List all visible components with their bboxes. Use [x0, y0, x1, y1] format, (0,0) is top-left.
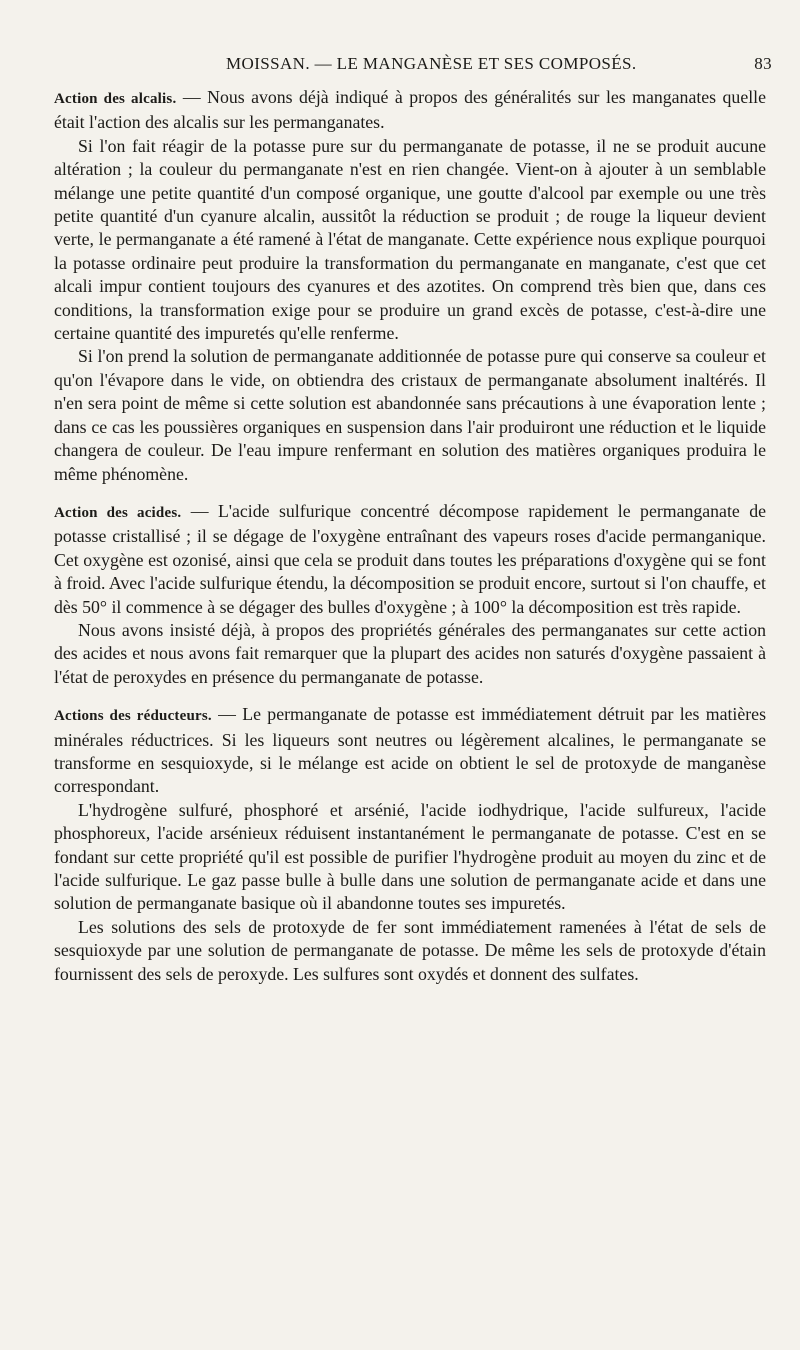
- paragraph: L'hydrogène sulfuré, phosphoré et arsénié, l'acide iodhydrique, l'acide sulfureux, l'acide phosphoreux, l'acide arsénieux réduisent instantanément le permanganate de potasse. C'est en se fondant sur cette propriété qu'il est possible de purifier l'hydrogène produit au moyen du zinc et de l'acide sulfurique. Le gaz passe bulle à bulle dans une solution de permanganate acide et dans une solution de permanganate basique où il abandonne toutes ses impuretés.: [54, 799, 766, 914]
- paragraph-text: — Le permanganate de potasse est immédiatement détruit par les matières minérales réductrices. Si les liqueurs sont neutres ou légèrement alcalines, le permanganate se transforme en sesquioxyde, si le mélange est acide on obtient le sel de protoxyde de manganèse correspondant.: [54, 704, 766, 797]
- running-title: MOISSAN. — LE MANGANÈSE ET SES COMPOSÉS.: [226, 54, 637, 73]
- body-text: [54, 86, 766, 986]
- paragraph-text: — Nous avons déjà indiqué à propos des généralités sur les manganates quelle était l'action des alcalis sur les permanganates.: [54, 87, 766, 133]
- paragraph: Si l'on prend la solution de permanganate additionnée de potasse pure qui conserve sa couleur et qu'on l'évapore dans le vide, on obtiendra des cristaux de permanganate absolument inaltérés. Il n'en sera point de même si cette solution est abandonnée sans précautions à une évaporation lente ; dans ce cas les poussières organiques en suspension dans l'air produiront une réduction et le liquide changera de couleur. De l'eau impure renfermant en solution des matières organiques produira le même phénomène.: [54, 346, 766, 484]
- paragraph: [54, 500, 766, 619]
- paragraph: Les solutions des sels de protoxyde de fer sont immédiatement ramenées à l'état de sels de sesquioxyde par une solution de permanganate de potasse. De même les sels de protoxyde d'étain fournissent des sels de peroxyde. Les sulfures sont oxydés et donnent des sulfates.: [54, 916, 766, 984]
- page-header: [54, 50, 772, 80]
- section-title: Action des acides.: [54, 504, 182, 521]
- paragraph: [54, 703, 766, 799]
- page-number: 83: [754, 54, 772, 73]
- paragraph: Si l'on fait réagir de la potasse pure sur du permanganate de potasse, il ne se produit aucune altération ; la couleur du permanganate n'est en rien changée. Vient-on à ajouter à un semblable mélange une petite quantité d'un composé organique, une goutte d'alcool par exemple ou une très petite quantité d'un cyanure alcalin, aussitôt la réduction se produit ; de rouge la liqueur devient verte, le permanganate a été ramené à l'état de manganate. Cette expérience nous explique pourquoi la potasse ordinaire peut produire la transformation du permanganate en manganate, c'est que cet alcali impur contient toujours des cyanures et des azotites. On comprend très bien que, dans ces conditions, la transformation exige pour se produire un grand excès de potasse, c'est-à-dire une certaine quantité des impuretés qu'elle renferme.: [54, 135, 766, 344]
- paragraph: [54, 86, 766, 135]
- paragraph: Nous avons insisté déjà, à propos des propriétés générales des permanganates sur cette action des acides et nous avons fait remarquer que la plupart des acides non saturés d'oxygène passaient à l'état de peroxydes en présence du permanganate de potasse.: [54, 619, 766, 687]
- section-gap: [54, 689, 766, 703]
- section-title: Action des alcalis.: [54, 91, 177, 107]
- paragraph-text: — L'acide sulfurique concentré décompose rapidement le permanganate de potasse cristallisé ; il se dégage de l'oxygène entraînant des vapeurs roses d'acide permanganique. Cet oxygène est ozonisé, ainsi que cela se produit dans toutes les préparations d'oxygène qui se font à froid. Avec l'acide sulfurique étendu, la décomposition se produit encore, surtout si l'on chauffe, et dès 50° il commence à se dégager des bulles d'oxygène ; à 100° la décomposition est très rapide.: [54, 500, 766, 617]
- section-title: Actions des réducteurs.: [54, 708, 212, 725]
- section-gap: [54, 486, 766, 500]
